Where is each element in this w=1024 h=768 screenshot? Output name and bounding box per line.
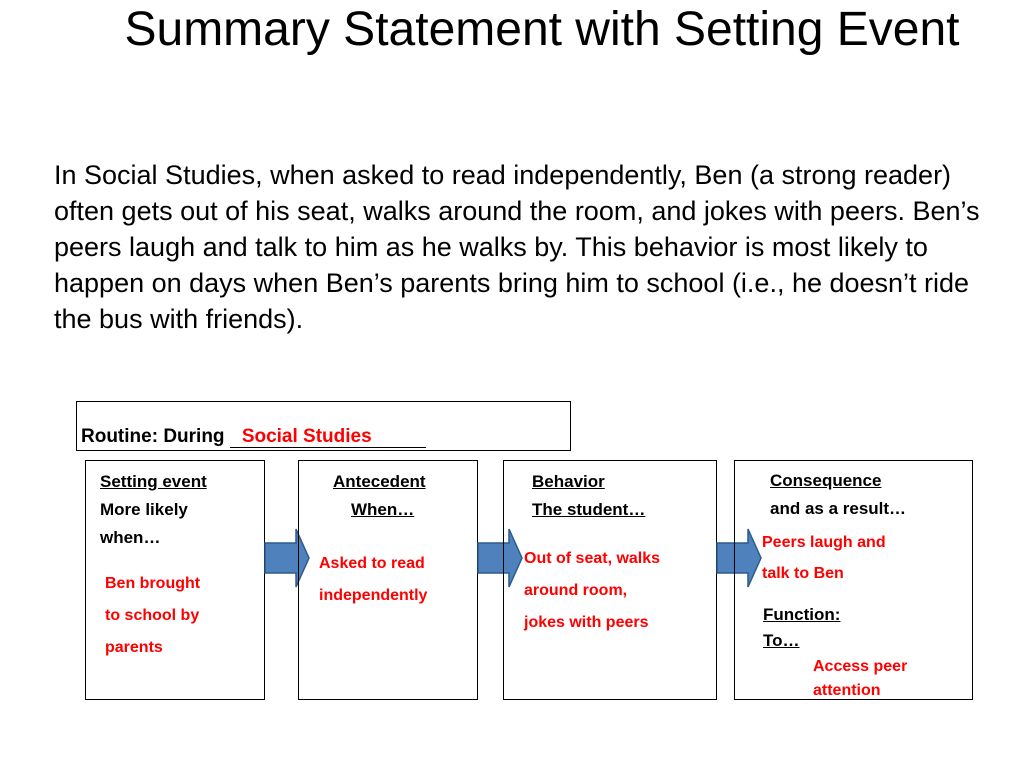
antecedent-heading: Antecedent bbox=[333, 472, 426, 491]
function-line-2: attention bbox=[813, 682, 881, 699]
routine-label: Routine: During bbox=[81, 426, 225, 447]
setting-event-heading: Setting event bbox=[100, 472, 207, 491]
routine-value: Social Studies bbox=[230, 427, 426, 448]
setting-event-line-1: Ben brought bbox=[105, 575, 201, 592]
consequence-subheading: and as a result… bbox=[770, 499, 907, 518]
behavior-heading: Behavior bbox=[532, 472, 605, 491]
routine-label-row bbox=[81, 426, 426, 448]
consequence-line-2: talk to Ben bbox=[762, 565, 844, 582]
antecedent-line-1: Asked to read bbox=[319, 555, 425, 572]
consequence-heading: Consequence bbox=[770, 471, 882, 490]
summary-paragraph: In Social Studies, when asked to read independently, Ben (a strong reader) often gets out of his seat, walks around the room, and jokes with peers. Ben’s peers laugh and talk to him as he walks by. This behavior is most likely to happen on days when Ben’s parents bring him to school (i.e., he doesn’t ride the bus with friends). bbox=[54, 160, 980, 334]
antecedent-line-2: independently bbox=[319, 587, 428, 604]
setting-event-box bbox=[85, 460, 265, 700]
routine-box bbox=[76, 401, 571, 451]
consequence-line-1: Peers laugh and bbox=[762, 534, 886, 551]
behavior-line-2: around room, bbox=[524, 582, 628, 599]
behavior-subheading: The student… bbox=[532, 500, 646, 519]
behavior-box bbox=[503, 460, 717, 700]
setting-event-line-2: to school by bbox=[105, 607, 200, 624]
setting-event-line-3: parents bbox=[105, 639, 163, 656]
function-heading: Function: bbox=[763, 605, 841, 624]
function-line-1: Access peer bbox=[813, 658, 908, 675]
setting-event-subheading-2: when… bbox=[100, 528, 161, 547]
behavior-line-1: Out of seat, walks bbox=[524, 550, 661, 567]
behavior-line-3: jokes with peers bbox=[524, 614, 649, 631]
function-subheading: To… bbox=[763, 631, 800, 650]
antecedent-box bbox=[298, 460, 478, 700]
consequence-box bbox=[734, 460, 973, 700]
setting-event-subheading-1: More likely bbox=[100, 500, 188, 519]
antecedent-subheading: When… bbox=[351, 500, 415, 519]
slide-title: Summary Statement with Setting Event bbox=[124, 3, 960, 56]
